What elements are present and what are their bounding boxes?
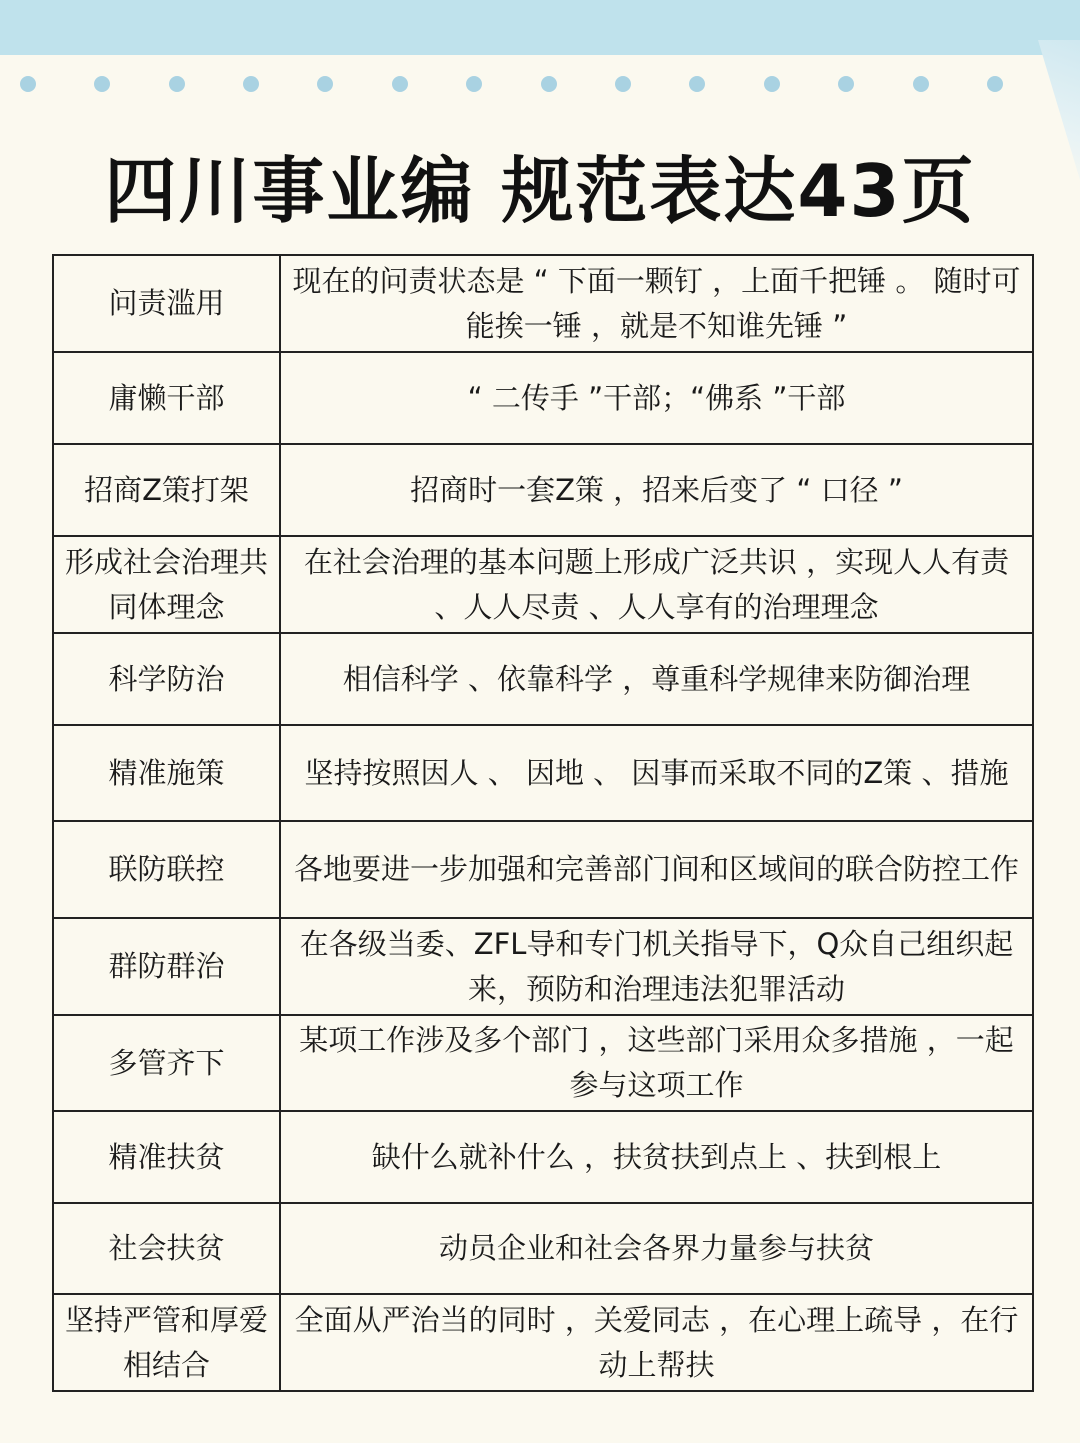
description-cell: 相信科学 、依靠科学 ，尊重科学规律来防御治理	[280, 633, 1033, 725]
term-cell: 联防联控	[53, 821, 280, 918]
table-row	[53, 633, 1033, 725]
description-cell: 动员企业和社会各界力量参与扶贫	[280, 1203, 1033, 1294]
term-cell: 科学防治	[53, 633, 280, 725]
table-row	[53, 255, 1033, 352]
term-cell: 形成社会治理共同体理念	[53, 536, 280, 633]
table-row	[53, 1203, 1033, 1294]
term-cell: 庸懒干部	[53, 352, 280, 444]
term-cell: 精准施策	[53, 725, 280, 821]
binder-hole	[392, 76, 408, 92]
binder-hole	[317, 76, 333, 92]
page-title: 四川事业编 规范表达43页	[104, 149, 976, 233]
term-cell: 社会扶贫	[53, 1203, 280, 1294]
description-cell: 现在的问责状态是 “ 下面一颗钉 ，上面千把锤 。 随时可能挨一锤 ，就是不知谁先锤 ”	[280, 255, 1033, 352]
binder-hole	[169, 76, 185, 92]
top-band	[0, 0, 1080, 60]
description-cell: 全面从严治当的同时 ，关爱同志 ，在心理上疏导 ，在行动上帮扶	[280, 1294, 1033, 1391]
table-row	[53, 821, 1033, 918]
terms-table	[52, 254, 1034, 1392]
binder-hole	[838, 76, 854, 92]
term-cell: 多管齐下	[53, 1015, 280, 1111]
binder-hole	[615, 76, 631, 92]
description-cell: 各地要进一步加强和完善部门间和区域间的联合防控工作	[280, 821, 1033, 918]
description-cell: 缺什么就补什么 ，扶贫扶到点上 、扶到根上	[280, 1111, 1033, 1203]
description-cell: 某项工作涉及多个部门 ，这些部门采用众多措施 ，一起参与这项工作	[280, 1015, 1033, 1111]
binder-hole	[20, 76, 36, 92]
binder-holes	[20, 76, 1060, 94]
term-cell: 招商Z策打架	[53, 444, 280, 536]
binder-hole	[689, 76, 705, 92]
binder-hole	[243, 76, 259, 92]
table-row	[53, 444, 1033, 536]
binder-hole	[541, 76, 557, 92]
description-cell: 坚持按照因人 、 因地 、 因事而采取不同的Z策 、措施	[280, 725, 1033, 821]
binder-hole	[987, 76, 1003, 92]
table-row	[53, 1015, 1033, 1111]
binder-hole	[913, 76, 929, 92]
term-cell: 精准扶贫	[53, 1111, 280, 1203]
description-cell: 在社会治理的基本问题上形成广泛共识 ，实现人人有责 、人人尽责 、人人享有的治理理念	[280, 536, 1033, 633]
term-cell: 群防群治	[53, 918, 280, 1015]
binder-hole	[764, 76, 780, 92]
table-row	[53, 1111, 1033, 1203]
table-row	[53, 536, 1033, 633]
table-row	[53, 918, 1033, 1015]
table-row	[53, 1294, 1033, 1391]
term-cell: 问责滥用	[53, 255, 280, 352]
table-row	[53, 725, 1033, 821]
binder-hole	[466, 76, 482, 92]
term-cell: 坚持严管和厚爱相结合	[53, 1294, 280, 1391]
description-cell: “ 二传手 ”干部；“佛系 ”干部	[280, 352, 1033, 444]
table-row	[53, 352, 1033, 444]
description-cell: 招商时一套Z策 ，招来后变了 “ 口径 ”	[280, 444, 1033, 536]
binder-hole	[94, 76, 110, 92]
description-cell: 在各级当委、ZFL导和专门机关指导下，Q众自己组织起来，预防和治理违法犯罪活动	[280, 918, 1033, 1015]
